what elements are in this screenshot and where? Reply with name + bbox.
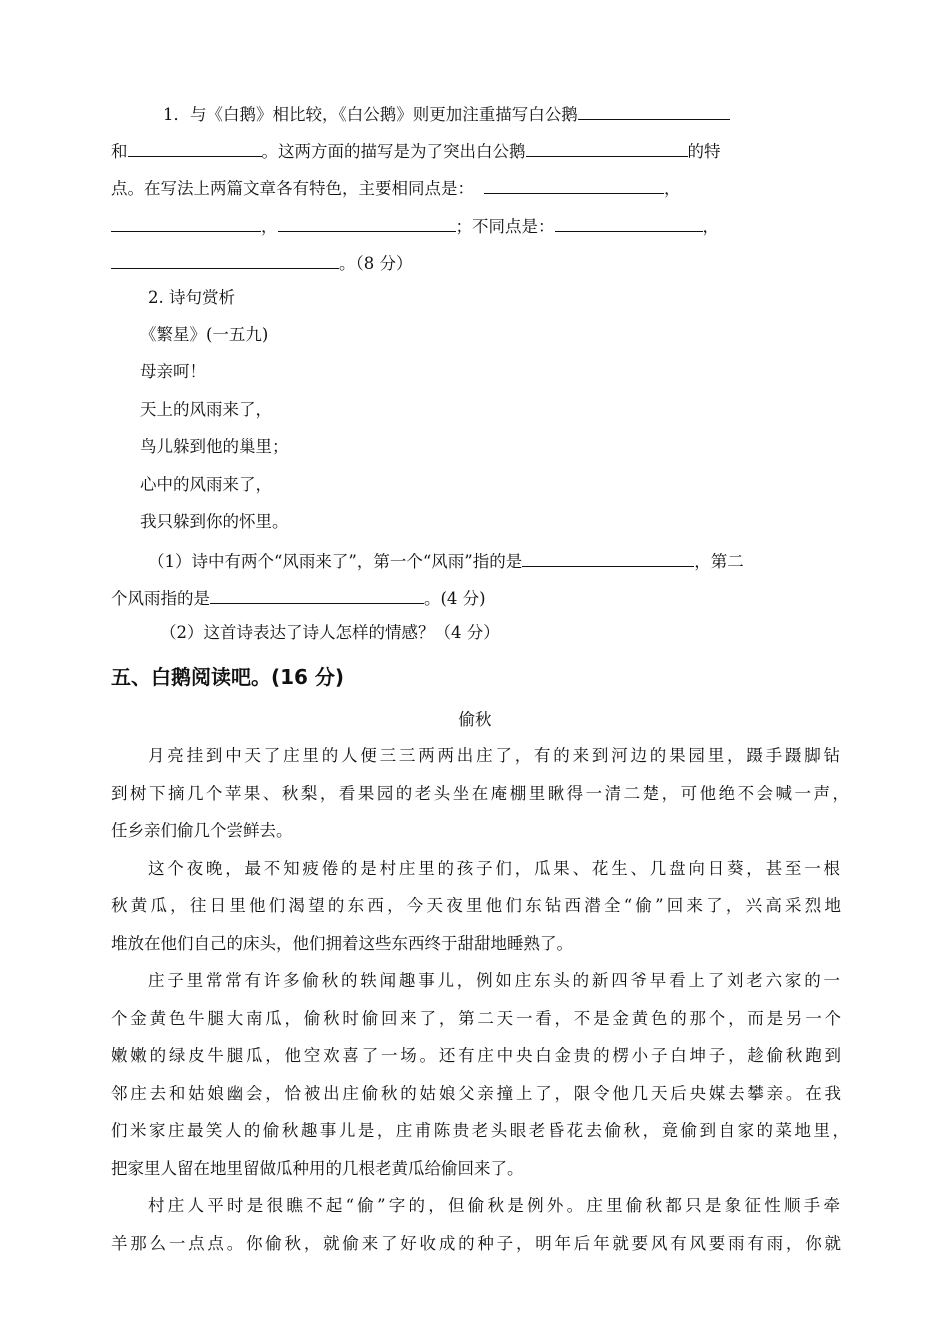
q2-sub1-line-2 [111,584,486,608]
q1-text: 。（8 分） [339,254,413,273]
q1-line-5 [111,249,413,273]
answer-blank[interactable] [111,249,339,269]
q2-text: （1）诗中有两个“风雨来了”，第一个“风雨”指的是 [148,552,523,571]
poem-line: 心中的风雨来了， [140,475,272,494]
q1-text: ， [664,179,681,198]
q1-text: 的特 [687,142,721,161]
q1-line-2 [111,137,721,161]
q2-text: 个风雨指的是 [111,589,210,608]
poem-line: 我只躲到你的怀里。 [140,512,289,531]
article-line: 邻庄去和姑娘幽会，恰被出庄偷秋的姑娘父亲撞上了，限令他几天后央媒去攀亲。在我 [111,1084,841,1103]
q1-text: ；不同点是： [455,217,555,236]
q1-text: ， [261,217,278,236]
article-line: 月亮挂到中天了庄里的人便三三两两出庄了，有的来到河边的果园里，蹑手蹑脚钻 [148,746,840,765]
poem-line: 母亲呵！ [140,362,206,381]
poem-title: 《繁星》(一五九) [140,325,269,344]
answer-blank[interactable] [278,212,456,232]
article-line: 秋黄瓜，往日里他们渴望的东西，今天夜里他们东钻西潜全“偷”回来了，兴高采烈地 [111,896,841,915]
q1-text: 。这两方面的描写是为了突出白公鹅 [261,142,526,161]
q2-heading: 2. 诗句赏析 [148,288,235,307]
answer-blank[interactable] [210,584,424,604]
article-line: 个金黄色牛腿大南瓜，偷秋时偷回来了，第二天一看，不是金黄色的那个，而是另一个 [111,1009,841,1028]
answer-blank[interactable] [128,137,262,157]
article-line: 任乡亲们偷几个尝鲜去。 [111,821,293,840]
q1-line-3 [111,174,681,198]
article-line: 庄子里常常有许多偷秋的轶闻趣事儿，例如庄东头的新四爷早看上了刘老六家的一 [148,971,840,990]
answer-blank[interactable] [578,100,730,120]
answer-blank[interactable] [526,137,688,157]
q2-text: ，第二 [694,552,744,571]
article-line: 到树下摘几个苹果、秋梨，看果园的老头坐在庵棚里瞅得一清二楚，可他绝不会喊一声， [111,784,849,803]
q2-sub2: （2）这首诗表达了诗人怎样的情感？（4 分） [160,623,500,642]
q2-text: 。(4 分) [424,589,486,608]
q1-line-4 [111,212,719,236]
article-line: 这个夜晚，最不知疲倦的是村庄里的孩子们，瓜果、花生、几盘向日葵，甚至一根 [148,859,840,878]
q2-sub1-line-1 [148,547,744,571]
article-line: 把家里人留在地里留做瓜种用的几根老黄瓜给偷回来了。 [111,1159,524,1178]
article-title: 偷秋 [458,710,492,729]
article-line: 嫩嫩的绿皮牛腿瓜，他空欢喜了一场。还有庄中央白金贵的楞小子白坤子，趁偷秋跑到 [111,1046,841,1065]
q1-text: ， [702,217,719,236]
answer-blank[interactable] [555,212,703,232]
article-line: 堆放在他们自己的床头，他们拥着这些东西终于甜甜地睡熟了。 [111,934,573,953]
q1-text: 和 [111,142,128,161]
answer-blank[interactable] [111,212,261,232]
poem-line: 天上的风雨来了， [140,400,272,419]
answer-blank[interactable] [522,547,694,567]
section-heading: 五、白鹅阅读吧。(16 分) [111,665,345,689]
q1-text: 1．与《白鹅》相比较，《白公鹅》则更加注重描写白公鹅 [163,105,578,124]
article-line: 羊那么一点点。你偷秋，就偷来了好收成的种子，明年后年就要风有风要雨有雨，你就 [111,1234,841,1253]
article-line: 村庄人平时是很瞧不起“偷”字的，但偷秋是例外。庄里偷秋都只是象征性顺手牵 [148,1196,840,1215]
answer-blank[interactable] [484,174,664,194]
q1-text: 点。在写法上两篇文章各有特色，主要相同点是： [111,179,474,198]
q1-line-1 [163,100,730,124]
poem-line: 鸟儿躲到他的巢里； [140,437,289,456]
article-line: 们米家庄最笑人的偷秋趣事儿是，庄甫陈贵老头眼老昏花去偷秋，竟偷到自家的菜地里， [111,1121,849,1140]
